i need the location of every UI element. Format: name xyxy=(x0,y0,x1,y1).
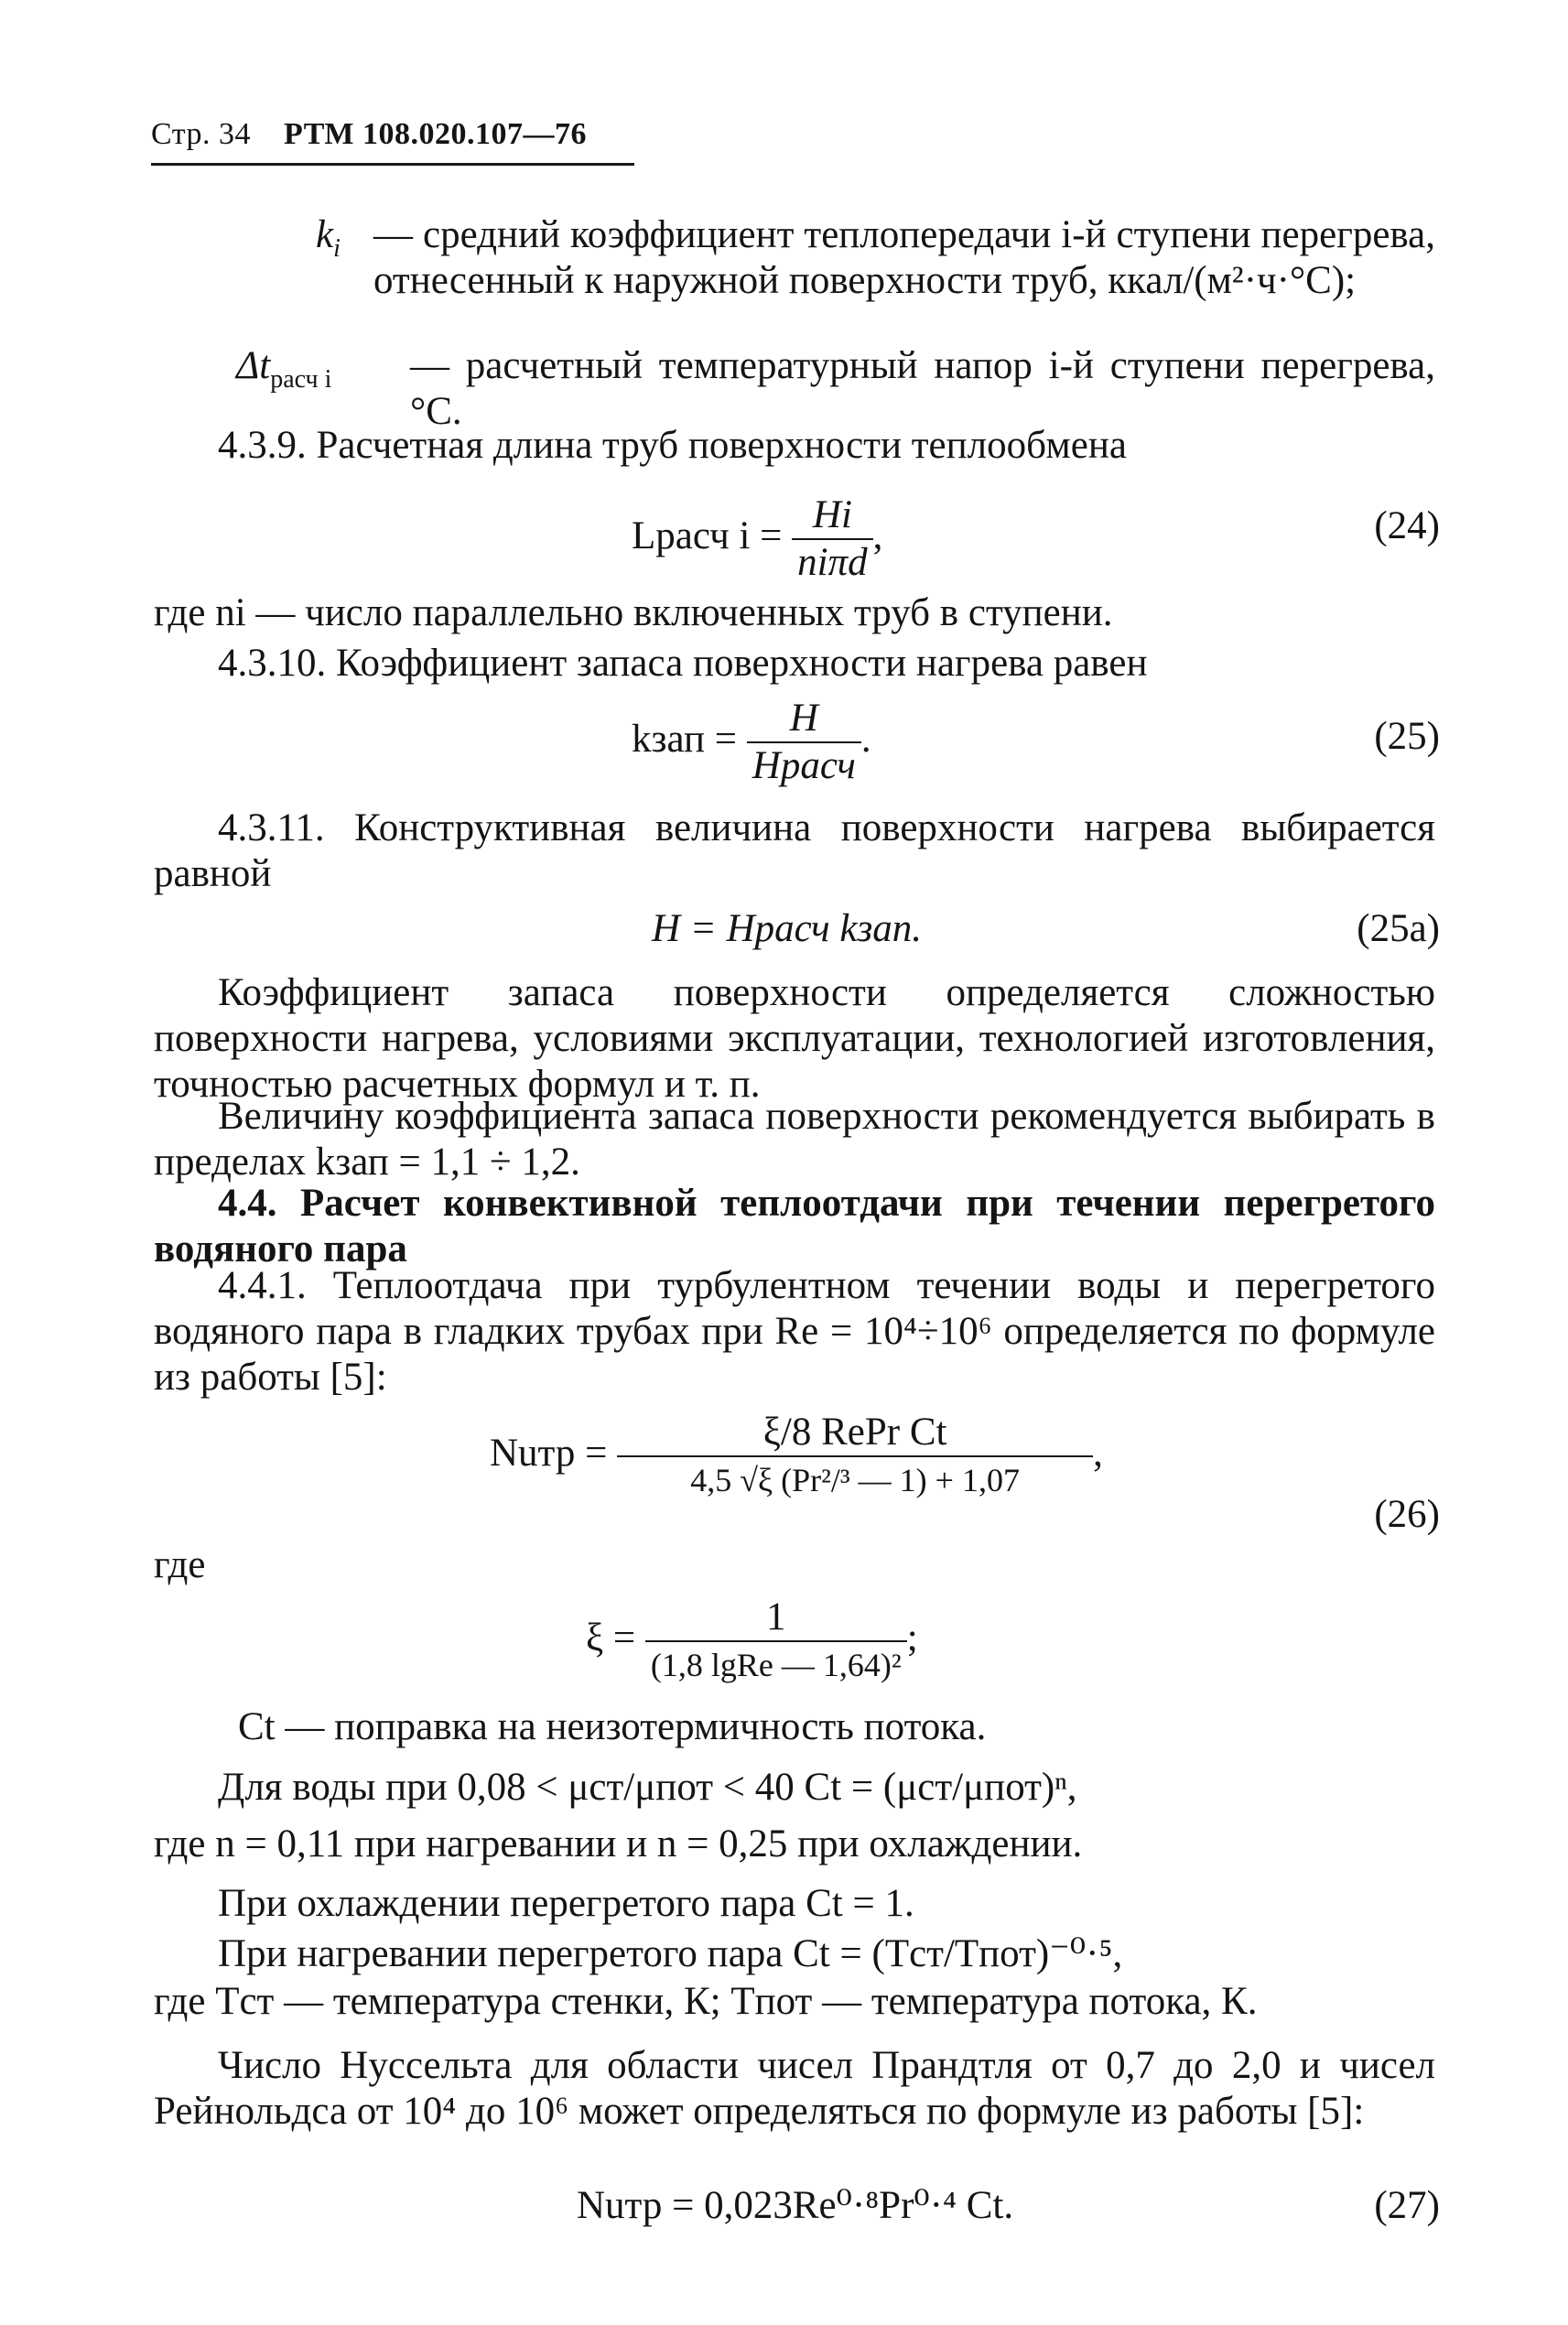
formula-25-denominator: Hрасч xyxy=(752,744,856,787)
equation-number-25a: (25a) xyxy=(1357,907,1440,950)
formula-24-tail: , xyxy=(872,514,883,557)
heating-case: При нагревании перегретого пара Ct = (Tст/Tпот)⁻⁰·⁵, xyxy=(218,1932,1123,1975)
formula-xi-lhs: ξ = xyxy=(586,1616,636,1660)
equation-number-26: (26) xyxy=(1374,1493,1440,1536)
equation-number-27: (27) xyxy=(1374,2184,1440,2227)
temperature-definitions: где Tст — температура стенки, К; Tпот — температура потока, К. xyxy=(154,1980,1258,2023)
where-label: где xyxy=(154,1543,206,1586)
formula-26-lhs: Nuтр = xyxy=(490,1431,608,1475)
dt-definition: — расчетный температурный напор i-й ступени перегрева, °С. xyxy=(410,344,1435,433)
section-4-4-heading: 4.4. Расчет конвективной теплоотдачи при течении перегретого водяного пара xyxy=(154,1182,1435,1271)
cooling-case: При охлаждении перегретого пара Ct = 1. xyxy=(218,1882,914,1925)
formula-24 xyxy=(632,492,882,586)
formula-xi-tail: ; xyxy=(906,1616,918,1660)
ct-definition: Ct — поправка на неизотермичность потока. xyxy=(238,1705,987,1748)
water-condition: Для воды при 0,08 < μст/μпот < 40 Ct = (μст/μпот)ⁿ, xyxy=(218,1766,1077,1809)
document-code: РТМ 108.020.107—76 xyxy=(284,117,588,151)
formula-xi-fraction xyxy=(645,1595,907,1688)
header-rule xyxy=(151,163,634,166)
formula-25-fraction xyxy=(747,696,861,789)
dt-symbol xyxy=(236,343,331,403)
dt-subscript: расч i xyxy=(270,365,332,394)
formula-25 xyxy=(632,696,871,789)
section-4-3-9: 4.3.9. Расчетная длина труб поверхности теплообмена xyxy=(218,424,1127,467)
ki-letter: k xyxy=(316,213,334,256)
formula-25-numerator: H xyxy=(747,696,861,743)
formula-xi xyxy=(586,1595,918,1688)
reserve-paragraph: Коэффициент запаса поверхности определяется сложностью поверхности нагрева, условиями эксплуатации, технологией изготовления, точностью расчетных формул и т. п. xyxy=(154,971,1435,1106)
formula-24-lhs: Lрасч i = xyxy=(632,514,783,557)
formula-24-fraction xyxy=(792,492,873,586)
formula-24-numerator: Hi xyxy=(792,492,873,540)
section-4-3-11: 4.3.11. Конструктивная величина поверхности нагрева выбирается равной xyxy=(154,806,1435,895)
formula-25-lhs: kзап = xyxy=(632,717,738,761)
ki-subscript: i xyxy=(333,234,341,263)
recommend-paragraph: Величину коэффициента запаса поверхности рекомендуется выбирать в пределах kзап = 1,1 ÷ 1,2. xyxy=(154,1095,1435,1184)
formula-26-numerator: ξ/8 RePr Ct xyxy=(617,1410,1093,1457)
formula-26 xyxy=(490,1410,1103,1503)
formula-26-denominator: 4,5 √ξ (Pr²/³ — 1) + 1,07 xyxy=(690,1462,1020,1498)
nusselt-paragraph: Число Нуссельта для области чисел Прандтля от 0,7 до 2,0 и чисел Рейнольдса от 10⁴ до 10⁶ может определяться по формуле из работы [5]: xyxy=(154,2044,1435,2133)
formula-26-tail: , xyxy=(1093,1431,1103,1475)
section-4-3-10: 4.3.10. Коэффициент запаса поверхности нагрева равен xyxy=(218,642,1148,685)
dt-letter: Δt xyxy=(236,344,271,387)
formula-xi-denominator: (1,8 lgRe — 1,64)² xyxy=(650,1647,902,1683)
page-number: Стр. 34 xyxy=(151,117,252,151)
formula-27: Nuтр = 0,023Re⁰·⁸Pr⁰·⁴ Ct. xyxy=(577,2184,1014,2227)
section-4-4-1: 4.4.1. Теплоотдача при турбулентном течении воды и перегретого водяного пара в гладких трубах при Re = 10⁴÷10⁶ определяется по формуле из работы [5]: xyxy=(154,1264,1435,1399)
formula-xi-numerator: 1 xyxy=(645,1595,907,1642)
ki-definition: — средний коэффициент теплопередачи i-й ступени перегрева, отнесенный к наружной поверхности труб, ккал/(м²·ч·°С); xyxy=(373,213,1435,302)
equation-number-25: (25) xyxy=(1374,715,1440,758)
formula-25-tail: . xyxy=(860,717,871,761)
formula-26-fraction xyxy=(617,1410,1093,1503)
where-ni: где ni — число параллельно включенных труб в ступени. xyxy=(154,591,1113,634)
formula-24-denominator: niπd xyxy=(797,541,868,584)
equation-number-24: (24) xyxy=(1374,504,1440,547)
n-values: где n = 0,11 при нагревании и n = 0,25 при охлаждении. xyxy=(154,1822,1083,1865)
formula-25a: H = Hрасч kзап. xyxy=(652,907,923,950)
page-header xyxy=(151,117,587,152)
